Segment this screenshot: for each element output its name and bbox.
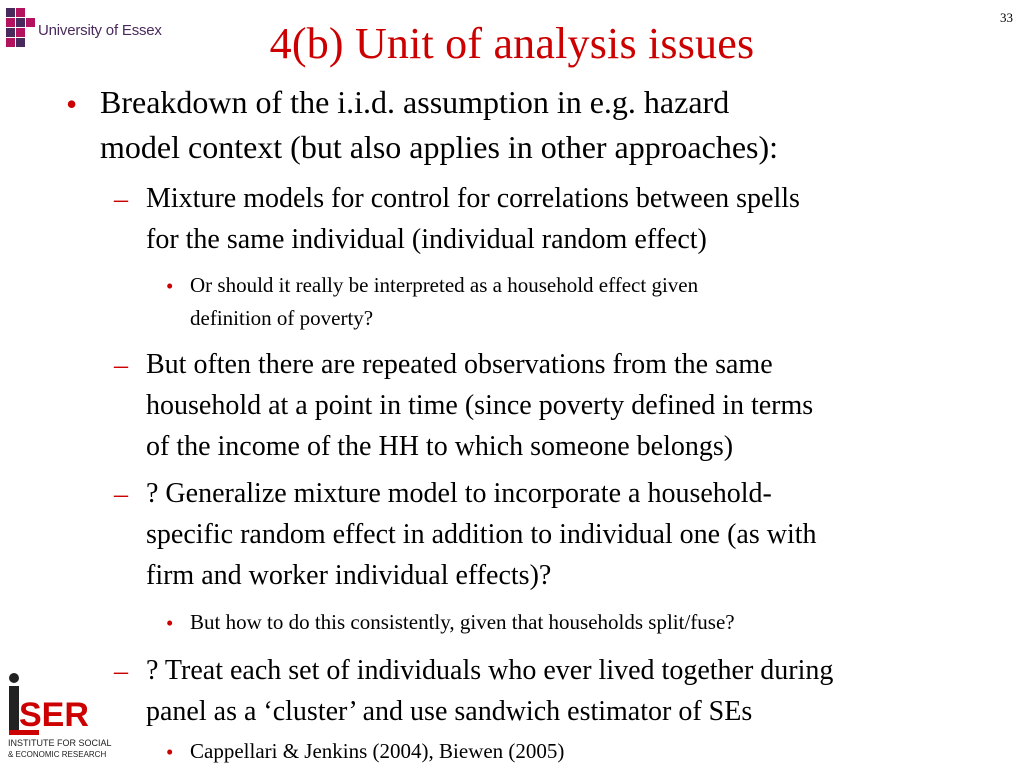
iser-logo-mark-icon	[4, 664, 112, 764]
iser-logo-letters: SER	[19, 696, 89, 734]
dash-marker: –	[114, 350, 128, 381]
sub-bullet-text: for the same individual (individual random effect)	[146, 224, 707, 255]
bullet-marker: •	[166, 740, 174, 764]
sub-sub-bullet-text: Or should it really be interpreted as a household effect given	[190, 273, 699, 297]
bullet-text: model context (but also applies in other approaches):	[100, 129, 779, 165]
sub-bullet-text: But often there are repeated observations from the same	[146, 349, 773, 380]
sub-bullet-text: Mixture models for control for correlations between spells	[146, 183, 800, 214]
sub-bullet-text: firm and worker individual effects)?	[146, 560, 552, 591]
essex-logo-text: University of Essex	[38, 22, 162, 39]
bullet-text: Breakdown of the i.i.d. assumption in e.g. hazard	[100, 84, 730, 120]
sub-bullet-text: ? Treat each set of individuals who ever lived together during	[146, 655, 834, 686]
sub-sub-bullet-text: Cappellari & Jenkins (2004), Biewen (2005)	[190, 739, 565, 763]
sub-sub-bullet-text: definition of poverty?	[190, 306, 374, 330]
sub-bullet-text: specific random effect in addition to individual one (as with	[146, 519, 817, 550]
sub-bullet-text: of the income of the HH to which someone belongs)	[146, 431, 734, 462]
iser-logo	[4, 664, 112, 764]
slide-title: 4(b) Unit of analysis issues	[269, 19, 755, 68]
dash-marker: –	[114, 656, 128, 687]
sub-bullet-text: household at a point in time (since poverty defined in terms	[146, 390, 814, 421]
iser-logo-caption-1: INSTITUTE FOR SOCIAL	[8, 738, 112, 748]
bullet-marker: •	[166, 274, 174, 298]
sub-bullet-text: panel as a ‘cluster’ and use sandwich estimator of SEs	[146, 696, 753, 727]
slide-number: 33	[1000, 10, 1013, 25]
dash-marker: –	[114, 184, 128, 215]
sub-bullet-text: ? Generalize mixture model to incorporate a household-	[146, 478, 772, 509]
dash-marker: –	[114, 479, 128, 510]
bullet-marker: •	[166, 611, 174, 635]
sub-sub-bullet-text: But how to do this consistently, given that households split/fuse?	[190, 610, 735, 634]
iser-logo-caption-2: & ECONOMIC RESEARCH	[8, 750, 107, 759]
bullet-marker: •	[66, 86, 78, 122]
